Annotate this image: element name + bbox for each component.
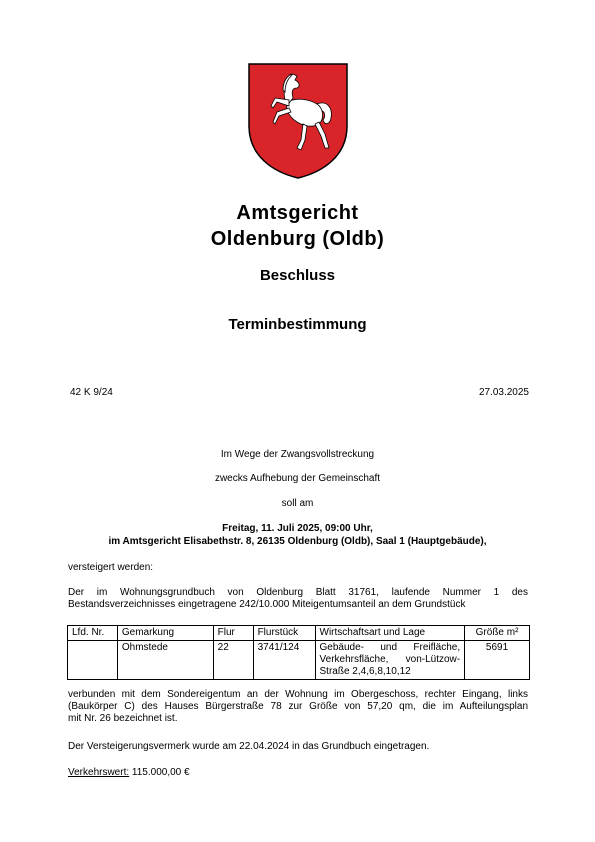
property-table (67, 625, 530, 680)
document-type: Beschluss (259, 267, 336, 284)
appointment-date: Freitag, 11. Juli 2025, 09:00 Uhr, (222, 523, 373, 534)
column-header: Gemarkung (117, 626, 213, 641)
sondereigentum-line-1: verbunden mit dem Sondereigentum an der Wohnung im Obergeschoss, rechter Eingang, links (68, 689, 528, 700)
description-line-2: Bestandsverzeichnisses eingetragene 242/10.000 Miteigentumsanteil an dem Grundstück (68, 599, 466, 610)
court-name-line2: Oldenburg (Oldb) (210, 228, 385, 250)
column-header: Größe m² (465, 626, 530, 641)
column-header: Lfd. Nr. (68, 626, 118, 641)
verkehrswert (68, 767, 190, 779)
sondereigentum-line-2: (Baukörper C) des Hauses Bürgerstraße 78 zur Größe von 57,20 qm, die im Aufteilungsplan (68, 701, 528, 712)
intro-line-3: soll am (281, 498, 314, 509)
lower-saxony-crest-icon (247, 62, 349, 180)
verkehrswert-value: 115.000,00 € (131, 767, 190, 778)
versteigert-text: versteigert werden: (68, 562, 154, 573)
description-line-1: Der im Wohnungsgrundbuch von Oldenburg Blatt 31761, laufende Nummer 1 des (68, 587, 528, 598)
column-header: Flurstück (253, 626, 315, 641)
intro-line-1: Im Wege der Zwangsvollstreckung (220, 449, 375, 460)
lage-line-2: Verkehrsfläche, von-Lützow- (319, 654, 461, 665)
cell-gemarkung: Ohmstede (117, 641, 213, 680)
document-title: Terminbestimmung (228, 316, 367, 333)
cell-flur: 22 (213, 641, 253, 680)
cell-groesse: 5691 (465, 641, 530, 680)
document-date: 27.03.2025 (478, 387, 529, 398)
cell-nr (68, 641, 118, 680)
column-header: Flur (213, 626, 253, 641)
cell-lage (315, 641, 465, 680)
table-header-row (68, 626, 530, 641)
case-number: 42 K 9/24 (70, 387, 113, 398)
cell-flurstueck: 3741/124 (253, 641, 315, 680)
table-row (68, 641, 530, 680)
sondereigentum-line-3: mit Nr. 26 bezeichnet ist. (68, 713, 178, 724)
court-name-line1: Amtsgericht (236, 202, 359, 224)
vermerk-text: Der Versteigerungsvermerk wurde am 22.04.2024 in das Grundbuch eingetragen. (68, 741, 430, 752)
verkehrswert-label: Verkehrswert: (68, 767, 130, 778)
appointment-location: im Amtsgericht Elisabethstr. 8, 26135 Oldenburg (Oldb), Saal 1 (Hauptgebäude), (108, 536, 487, 547)
lage-line-3: Straße 2,4,6,8,10,12 (319, 666, 411, 677)
column-header: Wirtschaftsart und Lage (315, 626, 465, 641)
lage-line-1: Gebäude- und Freifläche, (319, 642, 461, 653)
intro-line-2: zwecks Aufhebung der Gemeinschaft (214, 473, 381, 484)
